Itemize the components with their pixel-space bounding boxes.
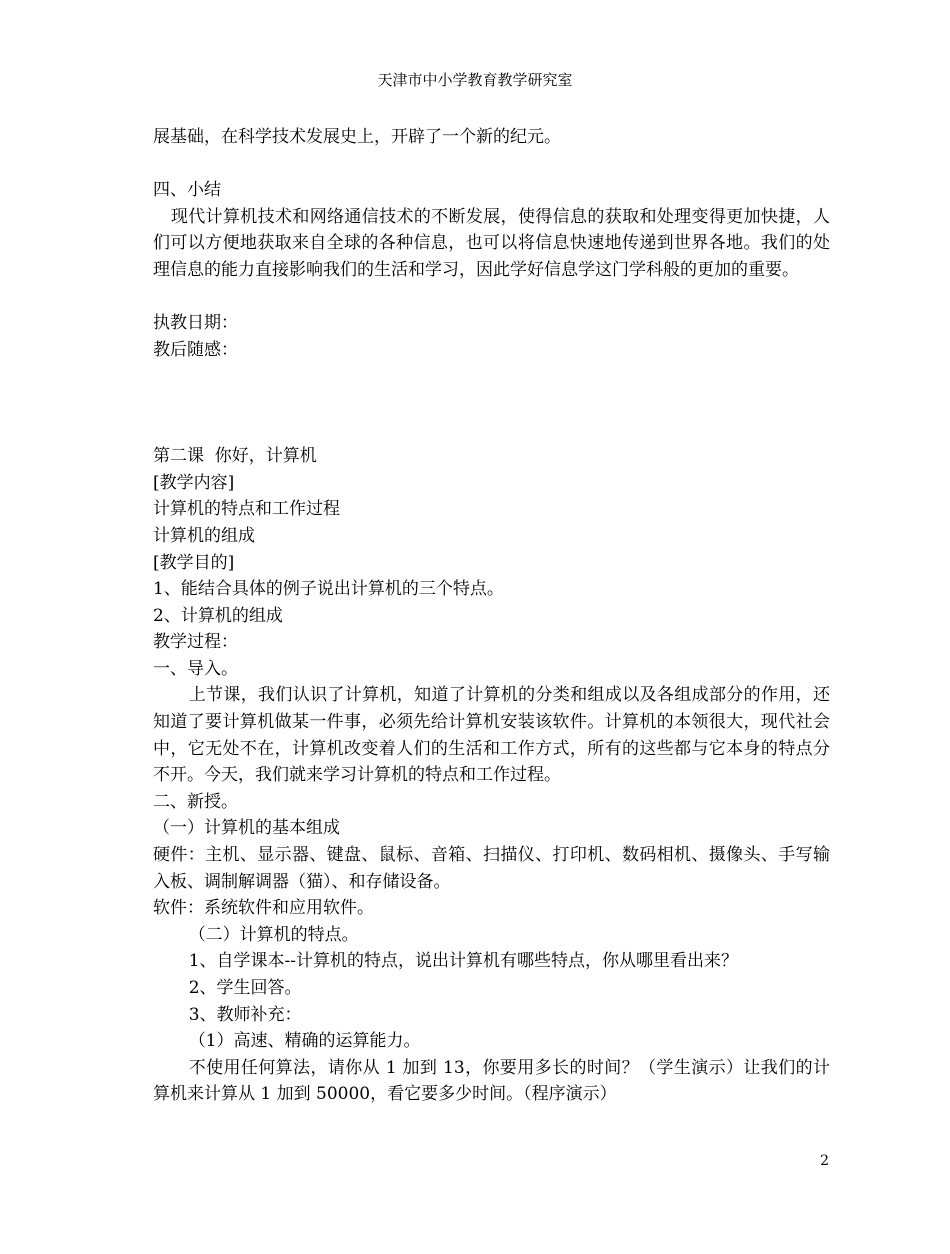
feature-item: （1）高速、精确的运算能力。 [188, 1031, 421, 1052]
subsection-heading: （二）计算机的特点。 [188, 924, 359, 945]
new-lesson-heading: 二、新授。 [153, 791, 238, 812]
teaching-goal-item: 1、能结合具体的例子说出计算机的三个特点。 [153, 579, 504, 600]
teaching-date-label: 执教日期： [153, 313, 238, 334]
step-item: 2、学生回答。 [188, 978, 302, 999]
hardware-paragraph: 硬件：主机、显示器、键盘、鼠标、音箱、扫描仪、打印机、数码相机、摄像头、手写输入板、调制解调器（猫）、和存储设备。 [153, 845, 830, 892]
teaching-goal-item: 2、计算机的组成 [153, 605, 283, 626]
blank-line [153, 151, 830, 178]
step-item: 1、自学课本--计算机的特点，说出计算机有哪些特点，你从哪里看出来？ [188, 951, 738, 972]
teaching-content-item: 计算机的特点和工作过程 [153, 499, 340, 520]
demo-paragraph: 不使用任何算法，请你从 1 加到 13，你要用多长的时间？（学生演示）让我们的计算机来计算从 1 加到 50000，看它要多少时间。（程序演示） [153, 1057, 830, 1105]
intro-paragraph: 上节课，我们认识了计算机，知道了计算机的分类和组成以及各组成部分的作用，还知道了要计算机做某一件事，必须先给计算机安装该软件。计算机的本领很大，现代社会中，它无处不在，计算机改变着人们的生活和工作方式，所有的这些都与它本身的特点分不开。今天，我们就来学习计算机的特点和工作过程。 [153, 685, 830, 786]
paragraph-continuation: 展基础，在科学技术发展史上，开辟了一个新的纪元。 [153, 127, 561, 147]
step-item: 3、教师补充： [188, 1004, 302, 1025]
reflection-label: 教后随感： [153, 339, 238, 360]
teaching-content-heading: [教学内容] [153, 472, 235, 493]
teaching-goal-heading: [教学目的] [153, 552, 235, 573]
section-heading-summary: 四、小结 [153, 180, 221, 201]
page-number: 2 [820, 1153, 829, 1169]
intro-heading: 一、导入。 [153, 658, 238, 679]
blank-space [153, 363, 830, 443]
summary-paragraph: 现代计算机技术和网络通信技术的不断发展，使得信息的获取和处理变得更加快捷，人们可以方便地获取来自全球的各种信息，也可以将信息快速地传递到世界各地。我们的处理信息的能力直接影响我们的生活和学习，因此学好信息学这门学科般的更加的重要。 [153, 206, 830, 280]
document-body [153, 124, 830, 1108]
teaching-process-heading: 教学过程： [153, 632, 238, 653]
software-line: 软件：系统软件和应用软件。 [153, 898, 374, 919]
page-header: 天津市中小学教育教学研究室 [377, 71, 573, 89]
teaching-content-item: 计算机的组成 [153, 525, 255, 546]
subsection-heading: （一）计算机的基本组成 [153, 818, 340, 839]
blank-line [153, 284, 830, 311]
lesson-title: 第二课 你好，计算机 [153, 446, 317, 467]
